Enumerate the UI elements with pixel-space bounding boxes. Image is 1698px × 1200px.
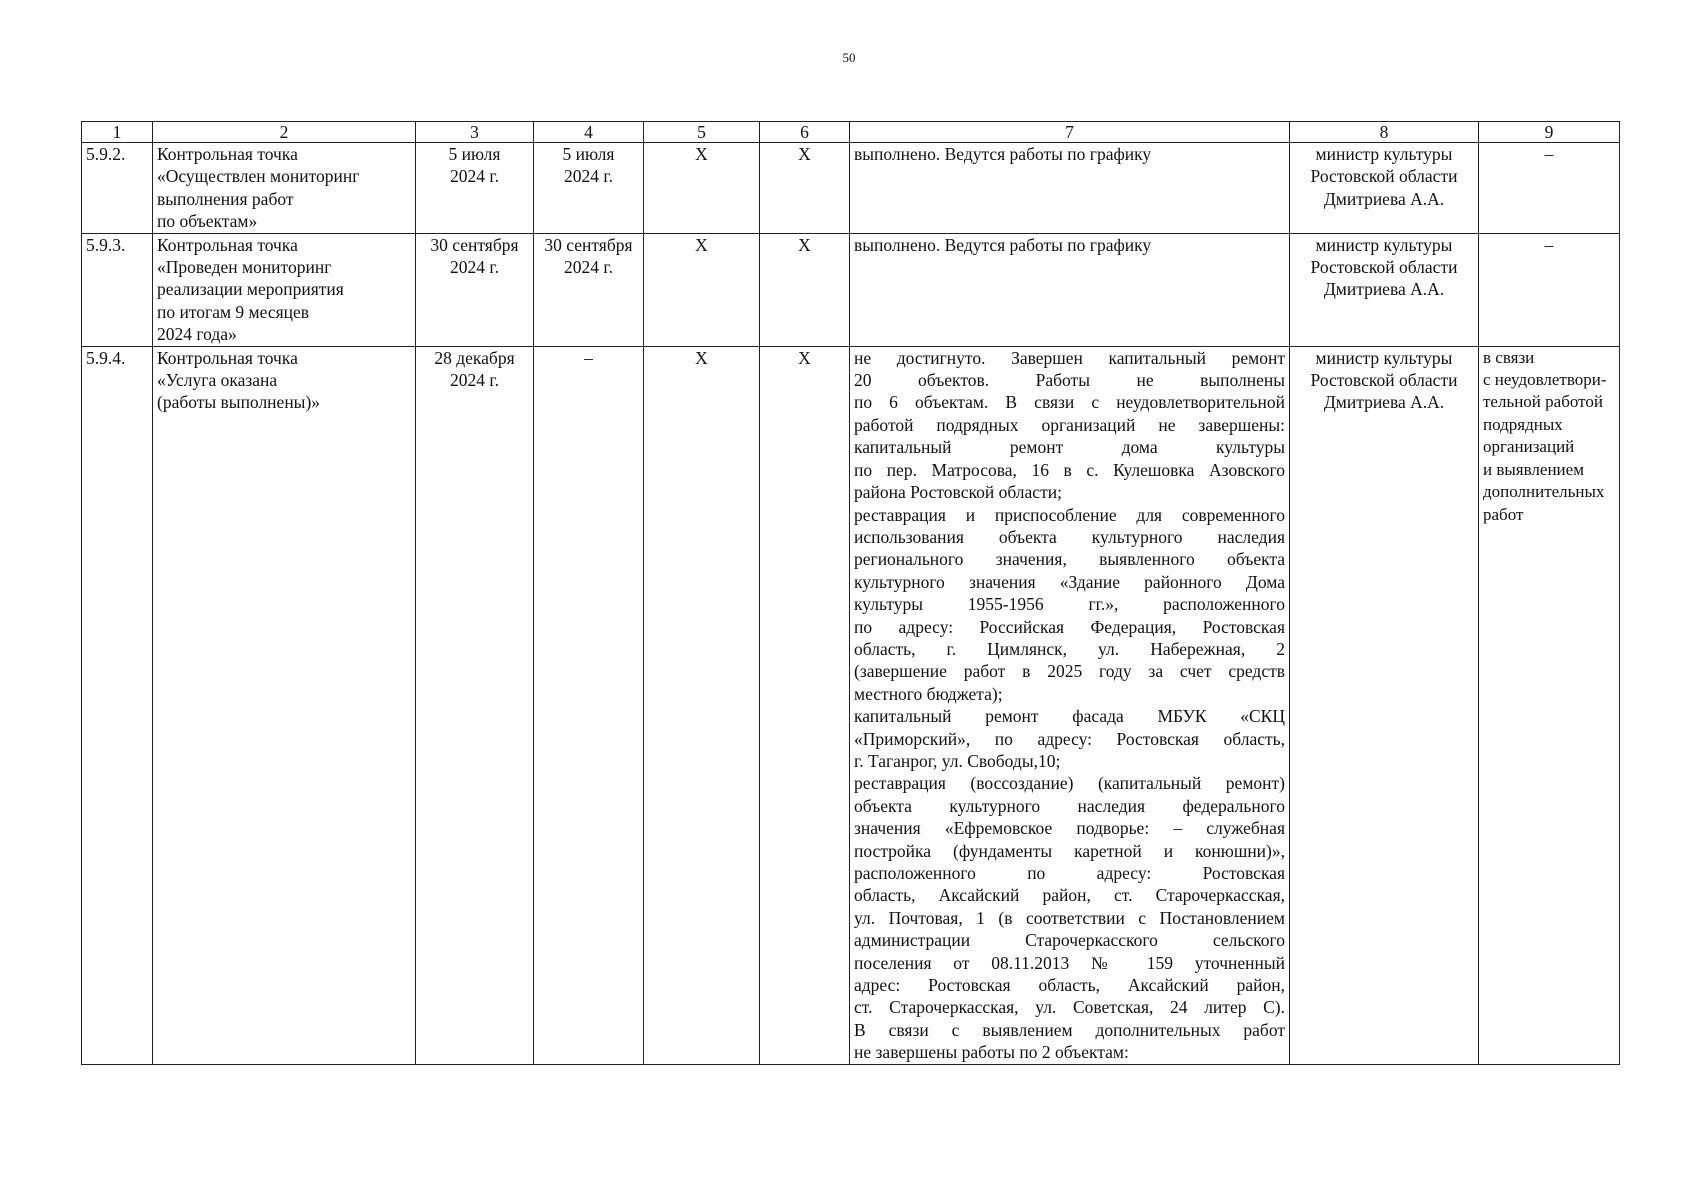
column-header-5: 5	[644, 122, 760, 143]
column-header-8: 8	[1290, 122, 1479, 143]
note-line: дополнительных	[1483, 482, 1605, 502]
plan-date-line: 30 сентября	[430, 234, 519, 255]
status-line: значения «Ефремовское подворье: – служебная	[854, 818, 1285, 839]
table-row	[82, 346, 1620, 1064]
status-line: (завершение работ в 2025 году за счет средств	[854, 661, 1285, 682]
name-line: реализации мероприятия	[157, 279, 344, 300]
table-row	[82, 143, 1620, 234]
report-table	[81, 121, 1620, 1065]
name-line: «Осуществлен мониторинг	[157, 166, 360, 187]
responsible-person	[1290, 346, 1479, 1064]
note-line: –	[1544, 234, 1554, 255]
name-line: «Услуга оказана	[157, 370, 278, 391]
plan-date-line: 2024 г.	[450, 257, 499, 278]
fact-date-line: 30 сентября	[544, 234, 633, 255]
column-header-1: 1	[82, 122, 153, 143]
fact-date-line: 2024 г.	[564, 257, 613, 278]
name-line: выполнения работ	[157, 188, 294, 209]
status-line: района Ростовской области;	[854, 482, 1062, 503]
responsible-person	[1290, 233, 1479, 346]
note-line: работ	[1483, 504, 1524, 524]
status-line: расположенного по адресу: Ростовская	[854, 863, 1285, 883]
status-line: ст. Старочеркасская, ул. Советская, 24 литер С).	[854, 997, 1285, 1018]
name-line: по объектам»	[157, 211, 258, 232]
status-line: культуры 1955-1956 гг.», расположенного	[854, 594, 1285, 615]
plan-date-line: 2024 г.	[450, 370, 499, 391]
status-line: местного бюджета);	[854, 683, 1003, 704]
status-line: объекта культурного наследия федерального	[854, 795, 1285, 816]
status-line: реставрация и приспособление для современного	[854, 504, 1285, 525]
status-line: выполнено. Ведутся работы по графику	[854, 234, 1152, 255]
responsible-line: Дмитриева А.А.	[1323, 392, 1445, 413]
fact-date	[534, 233, 644, 346]
status-line: культурного значения «Здание районного Дома	[854, 571, 1285, 592]
fact-date-line: 2024 г.	[564, 166, 613, 187]
status-line: поселения от 08.11.2013 № 159 уточненный	[854, 952, 1285, 973]
status-line: г. Таганрог, ул. Свободы,10;	[854, 750, 1061, 771]
name-line: Контрольная точка	[157, 234, 298, 255]
plan-date	[416, 233, 534, 346]
table-body	[82, 143, 1620, 1065]
plan-date-line: 28 декабря	[434, 347, 515, 368]
column-header-9: 9	[1479, 122, 1620, 143]
status-line: 20 объектов. Работы не выполнены	[854, 370, 1285, 391]
status-line: В связи с выявлением дополнительных работ	[854, 1019, 1285, 1040]
column-6-mark: Х	[760, 346, 850, 1064]
control-point-name	[153, 233, 416, 346]
fact-date-line: –	[584, 347, 593, 368]
status-text	[850, 233, 1290, 346]
note-line: тельной работой	[1483, 392, 1603, 412]
column-header-4: 4	[534, 122, 644, 143]
column-6-mark: Х	[760, 233, 850, 346]
responsible-line: Ростовской области	[1310, 166, 1458, 187]
status-line: регионального значения, выявленного объекта	[854, 549, 1285, 570]
note	[1479, 233, 1620, 346]
column-header-6: 6	[760, 122, 850, 143]
status-line: администрации Старочеркасского сельского	[854, 930, 1285, 951]
note	[1479, 346, 1620, 1064]
plan-date	[416, 143, 534, 234]
plan-date	[416, 346, 534, 1064]
status-line: реставрация (воссоздание) (капитальный ремонт)	[854, 773, 1285, 794]
column-header-7: 7	[850, 122, 1290, 143]
plan-date-line: 5 июля	[448, 144, 501, 164]
status-line: не завершены работы по 2 объектам:	[854, 1042, 1129, 1063]
fact-date	[534, 143, 644, 234]
status-line: использования объекта культурного наследия	[854, 526, 1285, 547]
column-6-mark: Х	[760, 143, 850, 234]
row-number: 5.9.3.	[82, 233, 153, 346]
responsible-line: Ростовской области	[1310, 257, 1458, 278]
row-number: 5.9.2.	[82, 143, 153, 234]
column-header-3: 3	[416, 122, 534, 143]
status-line: работой подрядных организаций не завершены:	[854, 414, 1285, 435]
name-line: Контрольная точка	[157, 144, 298, 164]
control-point-name	[153, 346, 416, 1064]
status-line: «Приморский», по адресу: Ростовская область,	[854, 728, 1285, 749]
note-line: подрядных	[1483, 414, 1563, 434]
status-line: адрес: Ростовская область, Аксайский район,	[854, 975, 1285, 996]
name-line: «Проведен мониторинг	[157, 257, 332, 278]
status-line: область, Аксайский район, ст. Старочеркасская,	[854, 885, 1285, 906]
plan-date-line: 2024 г.	[450, 166, 499, 187]
status-line: капитальный ремонт дома культуры	[854, 437, 1285, 458]
column-header-2: 2	[153, 122, 416, 143]
note-line: с неудовлетвори-	[1483, 370, 1607, 390]
name-line: 2024 года»	[157, 324, 237, 345]
note-line: и выявлением	[1483, 459, 1584, 479]
row-number: 5.9.4.	[82, 346, 153, 1064]
status-line: по адресу: Российская Федерация, Ростовская	[854, 616, 1285, 637]
responsible-line: министр культуры	[1315, 234, 1453, 255]
responsible-line: Ростовской области	[1310, 370, 1458, 391]
status-line: не достигнуто. Завершен капитальный ремонт	[854, 347, 1285, 368]
status-line: область, г. Цимлянск, ул. Набережная, 2	[854, 638, 1285, 659]
column-5-mark: Х	[644, 233, 760, 346]
table-row	[82, 233, 1620, 346]
responsible-line: Дмитриева А.А.	[1323, 279, 1445, 300]
status-text	[850, 346, 1290, 1064]
note	[1479, 143, 1620, 234]
responsible-line: Дмитриева А.А.	[1323, 188, 1445, 209]
status-line: постройка (фундаменты каретной и конюшни)»,	[854, 840, 1285, 861]
column-5-mark: Х	[644, 346, 760, 1064]
note-line: –	[1544, 144, 1554, 164]
note-line: в связи	[1483, 347, 1535, 367]
status-line: выполнено. Ведутся работы по графику	[854, 144, 1152, 164]
responsible-line: министр культуры	[1315, 144, 1453, 164]
column-5-mark: Х	[644, 143, 760, 234]
status-text	[850, 143, 1290, 234]
note-line: организаций	[1483, 437, 1575, 457]
responsible-line: министр культуры	[1315, 347, 1453, 368]
control-point-name	[153, 143, 416, 234]
responsible-person	[1290, 143, 1479, 234]
page-number: 50	[842, 50, 856, 65]
fact-date-line: 5 июля	[562, 144, 615, 164]
header-row	[82, 122, 1620, 143]
name-line: (работы выполнены)»	[157, 392, 321, 413]
name-line: Контрольная точка	[157, 347, 298, 368]
status-line: ул. Почтовая, 1 (в соответствии с Постановлением	[854, 907, 1285, 928]
status-line: по пер. Матросова, 16 в с. Кулешовка Азовского	[854, 459, 1285, 480]
name-line: по итогам 9 месяцев	[157, 301, 310, 322]
status-line: капитальный ремонт фасада МБУК «СКЦ	[854, 706, 1285, 727]
fact-date	[534, 346, 644, 1064]
status-line: по 6 объектам. В связи с неудовлетворительной	[854, 392, 1285, 413]
